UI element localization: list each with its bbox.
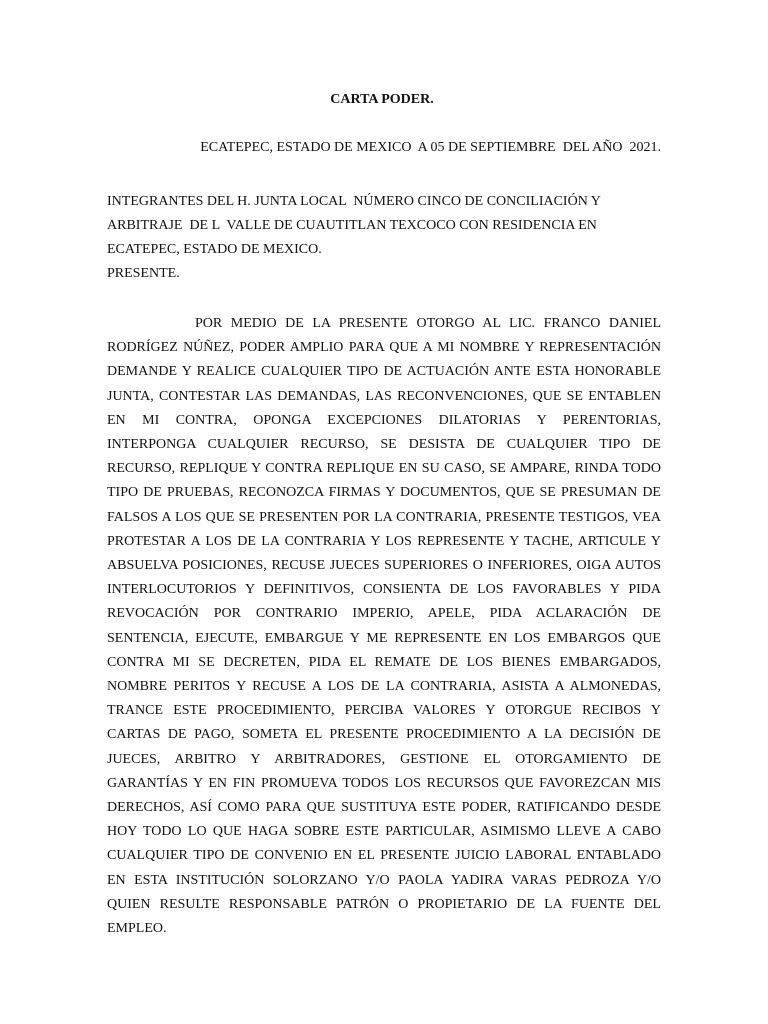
addressee-greeting: PRESENTE. xyxy=(107,266,180,281)
addressee-line: ECATEPEC, ESTADO DE MEXICO. xyxy=(107,242,322,257)
addressee-line: ARBITRAJE DE L VALLE DE CUAUTITLAN TEXCOCO CON RESIDENCIA EN xyxy=(107,218,597,233)
body-paragraph: POR MEDIO DE LA PRESENTE OTORGO AL LIC. FRANCO DANIEL RODRÍGEZ NÚÑEZ, PODER AMPLIO PARA QUE A MI NOMBRE Y REPRESENTACIÓN DEMANDE Y REALICE CUALQUIER TIPO DE ACTUACIÓN ANTE ESTA HONORABLE JUNTA, CONTESTAR LAS DEMANDAS, LAS RECONVENCIONES, QUE SE ENTABLEN EN MI CONTRA, OPONGA EXCEPCIONES DILATORIAS Y PERENTORIAS, INTERPONGA CUALQUIER RECURSO, SE DESISTA DE CUALQUIER TIPO DE RECURSO, REPLIQUE Y CONTRA REPLIQUE EN SU CASO, SE AMPARE, RINDA TODO TIPO DE PRUEBAS, RECONOZCA FIRMAS Y DOCUMENTOS, QUE SE PRESUMAN DE FALSOS A LOS QUE SE PRESENTEN POR LA CONTRARIA, PRESENTE TESTIGOS, VEA PROTESTAR A LOS DE LA CONTRARIA Y LOS REPRESENTE Y TACHE, ARTICULE Y ABSUELVA POSICIONES, RECUSE JUECES SUPERIORES O INFERIORES, OIGA AUTOS INTERLOCUTORIOS Y DEFINITIVOS, CONSIENTA DE LOS FAVORABLES Y PIDA REVOCACIÓN POR CONTRARIO IMPERIO, APELE, PIDA ACLARACIÓN DE SENTENCIA, EJECUTE, EMBARGUE Y ME REPRESENTE EN LOS EMBARGOS QUE CONTRA MI SE DECRETEN, PIDA EL REMATE DE LOS BIENES EMBARGADOS, NOMBRE PERITOS Y RECUSE A LOS DE LA CONTRARIA, ASISTA A ALMONEDAS, TRANCE ESTE PROCEDIMIENTO, PERCIBA VALORES Y OTORGUE RECIBOS Y CARTAS DE PAGO, SOMETA EL PRESENTE PROCEDIMIENTO A LA DECISIÓN DE JUECES, ARBITRO Y ARBITRADORES, GESTIONE EL OTORGAMIENTO DE GARANTÍAS Y EN FIN PROMUEVA TODOS LOS RECURSOS QUE FAVOREZCAN MIS DERECHOS, ASÍ COMO PARA QUE SUSTITUYA ESTE PODER, RATIFICANDO DESDE HOY TODO LO QUE HAGA SOBRE ESTE PARTICULAR, ASIMISMO LLEVE A CABO CUALQUIER TIPO DE CONVENIO EN EL PRESENTE JUICIO LABORAL ENTABLADO EN ESTA INSTITUCIÓN SOLORZANO Y/O PAOLA YADIRA VARAS PEDROZA Y/O QUIEN RESULTE RESPONSABLE PATRÓN O PROPIETARIO DE LA FUENTE DEL EMPLEO. xyxy=(107,316,661,937)
addressee-line: INTEGRANTES DEL H. JUNTA LOCAL NÚMERO CINCO DE CONCILIACIÓN Y xyxy=(107,194,601,209)
addressee-block xyxy=(107,190,667,286)
dateline: ECATEPEC, ESTADO DE MEXICO A 05 DE SEPTIEMBRE DEL AÑO 2021. xyxy=(200,140,661,155)
document-title xyxy=(0,92,768,108)
document-title-text: CARTA PODER. xyxy=(330,92,434,107)
